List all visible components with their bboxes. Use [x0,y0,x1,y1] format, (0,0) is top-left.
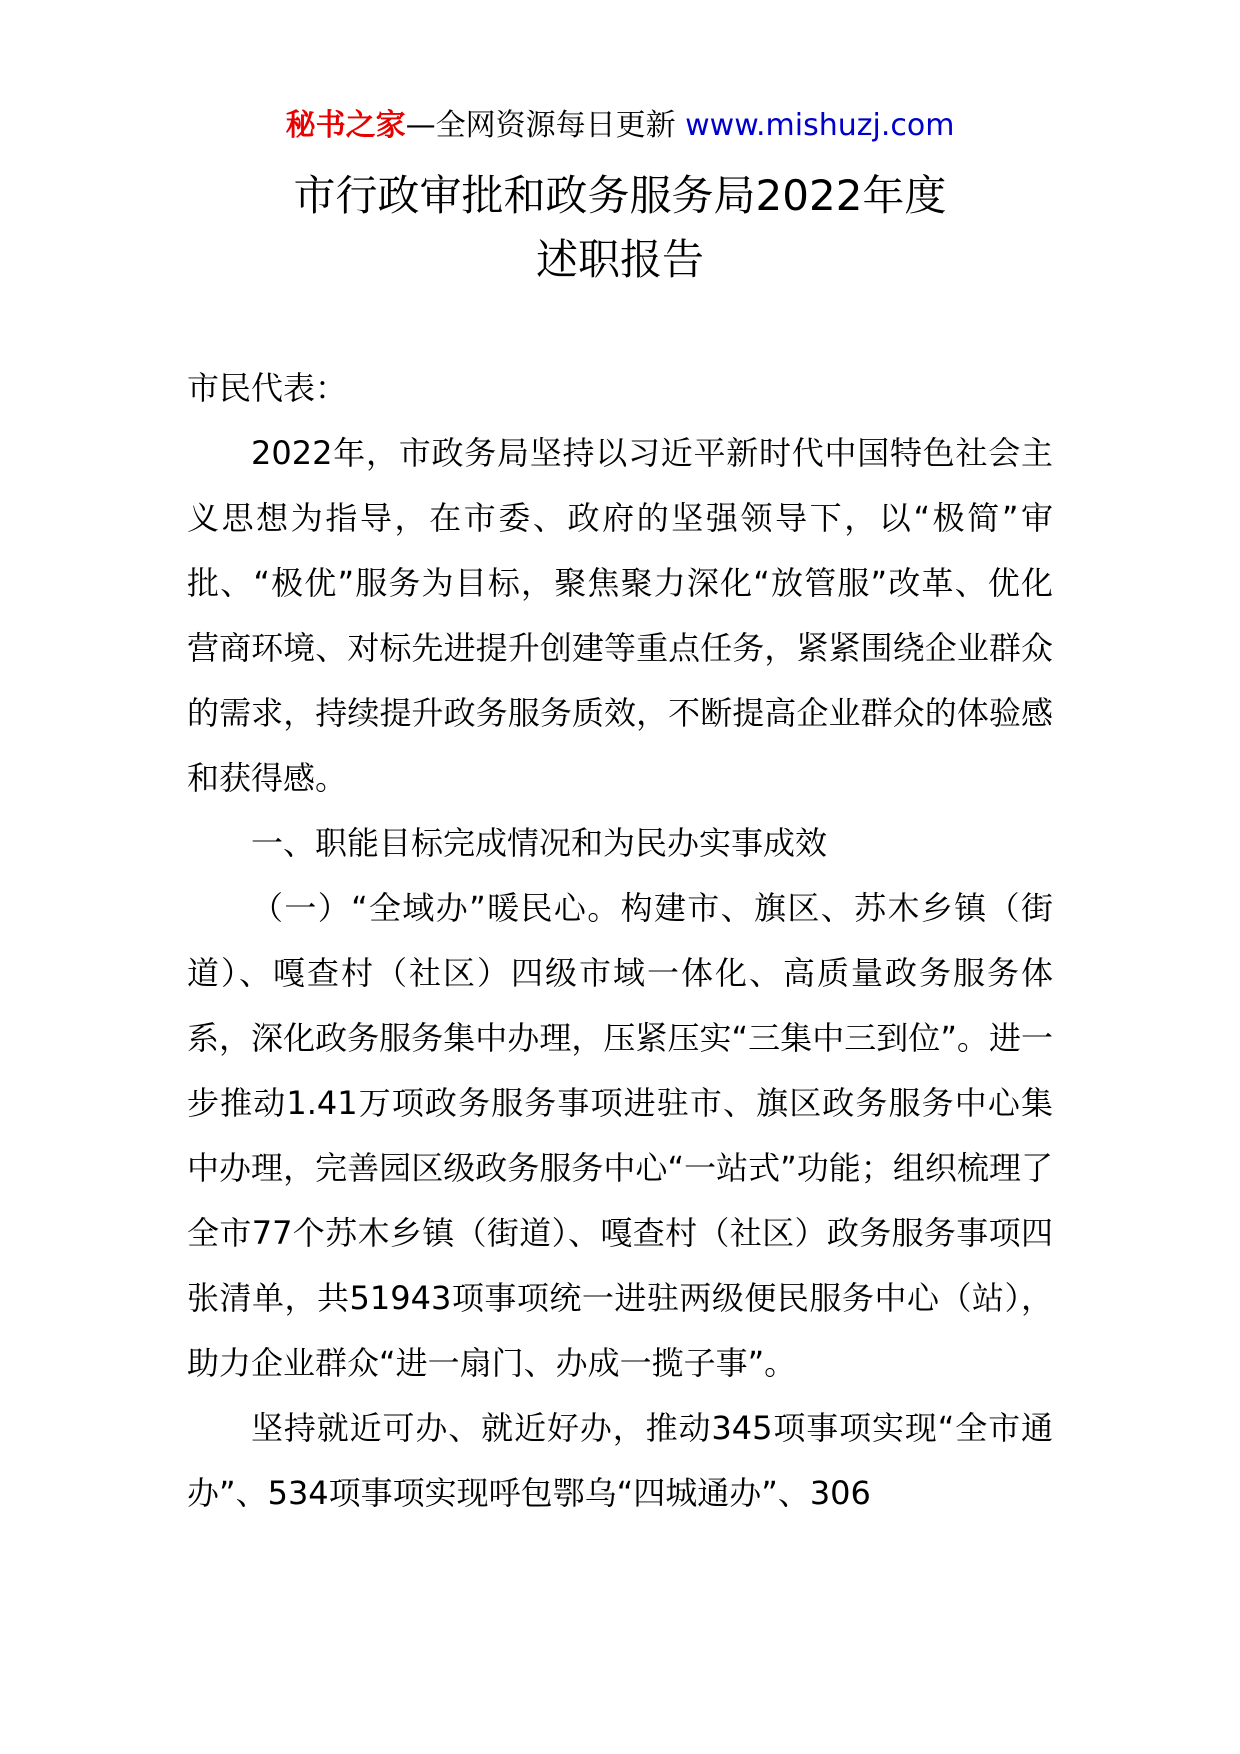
banner-tagline: —全网资源每日更新 [405,108,686,143]
header-banner [0,104,1240,148]
document-title-line-2: 述职报告 [535,235,704,284]
document-body [187,356,1053,1526]
paragraph-intro: 2022年，市政务局坚持以习近平新时代中国特色社会主义思想为指导，在市委、政府的坚强领导下，以“极简”审批、“极优”服务为目标，聚焦聚力深化“放管服”改革、优化营商环境、对标先进提升创建等重点任务，紧紧围绕企业群众的需求，持续提升政务服务质效，不断提高企业群众的体验感和获得感。 [187,434,1053,797]
brand-name: 秘书之家 [285,108,406,143]
section-heading: 一、职能目标完成情况和为民办实事成效 [251,824,828,862]
website-link[interactable]: www.mishuzj.com [685,108,955,143]
paragraph-section-1: （一）“全域办”暖民心。构建市、旗区、苏木乡镇（街道）、嘎查村（社区）四级市域一体化、高质量政务服务体系，深化政务服务集中办理，压紧压实“三集中三到位”。进一步推动1.41万项政务服务事项进驻市、旗区政务服务中心集中办理，完善园区级政务服务中心“一站式”功能；组织梳理了全市77个苏木乡镇（街道）、嘎查村（社区）政务服务事项四张清单，共51943项事项统一进驻两级便民服务中心（站），助力企业群众“进一扇门、办成一揽子事”。 [187,889,1053,1382]
document-title-line-1: 市行政审批和政务服务局2022年度 [293,171,947,220]
paragraph-section-2: 坚持就近可办、就近好办，推动345项事项实现“全市通办”、534项事项实现呼包鄂乌“四城通办”、306 [187,1409,1053,1512]
salutation: 市民代表： [187,369,348,407]
